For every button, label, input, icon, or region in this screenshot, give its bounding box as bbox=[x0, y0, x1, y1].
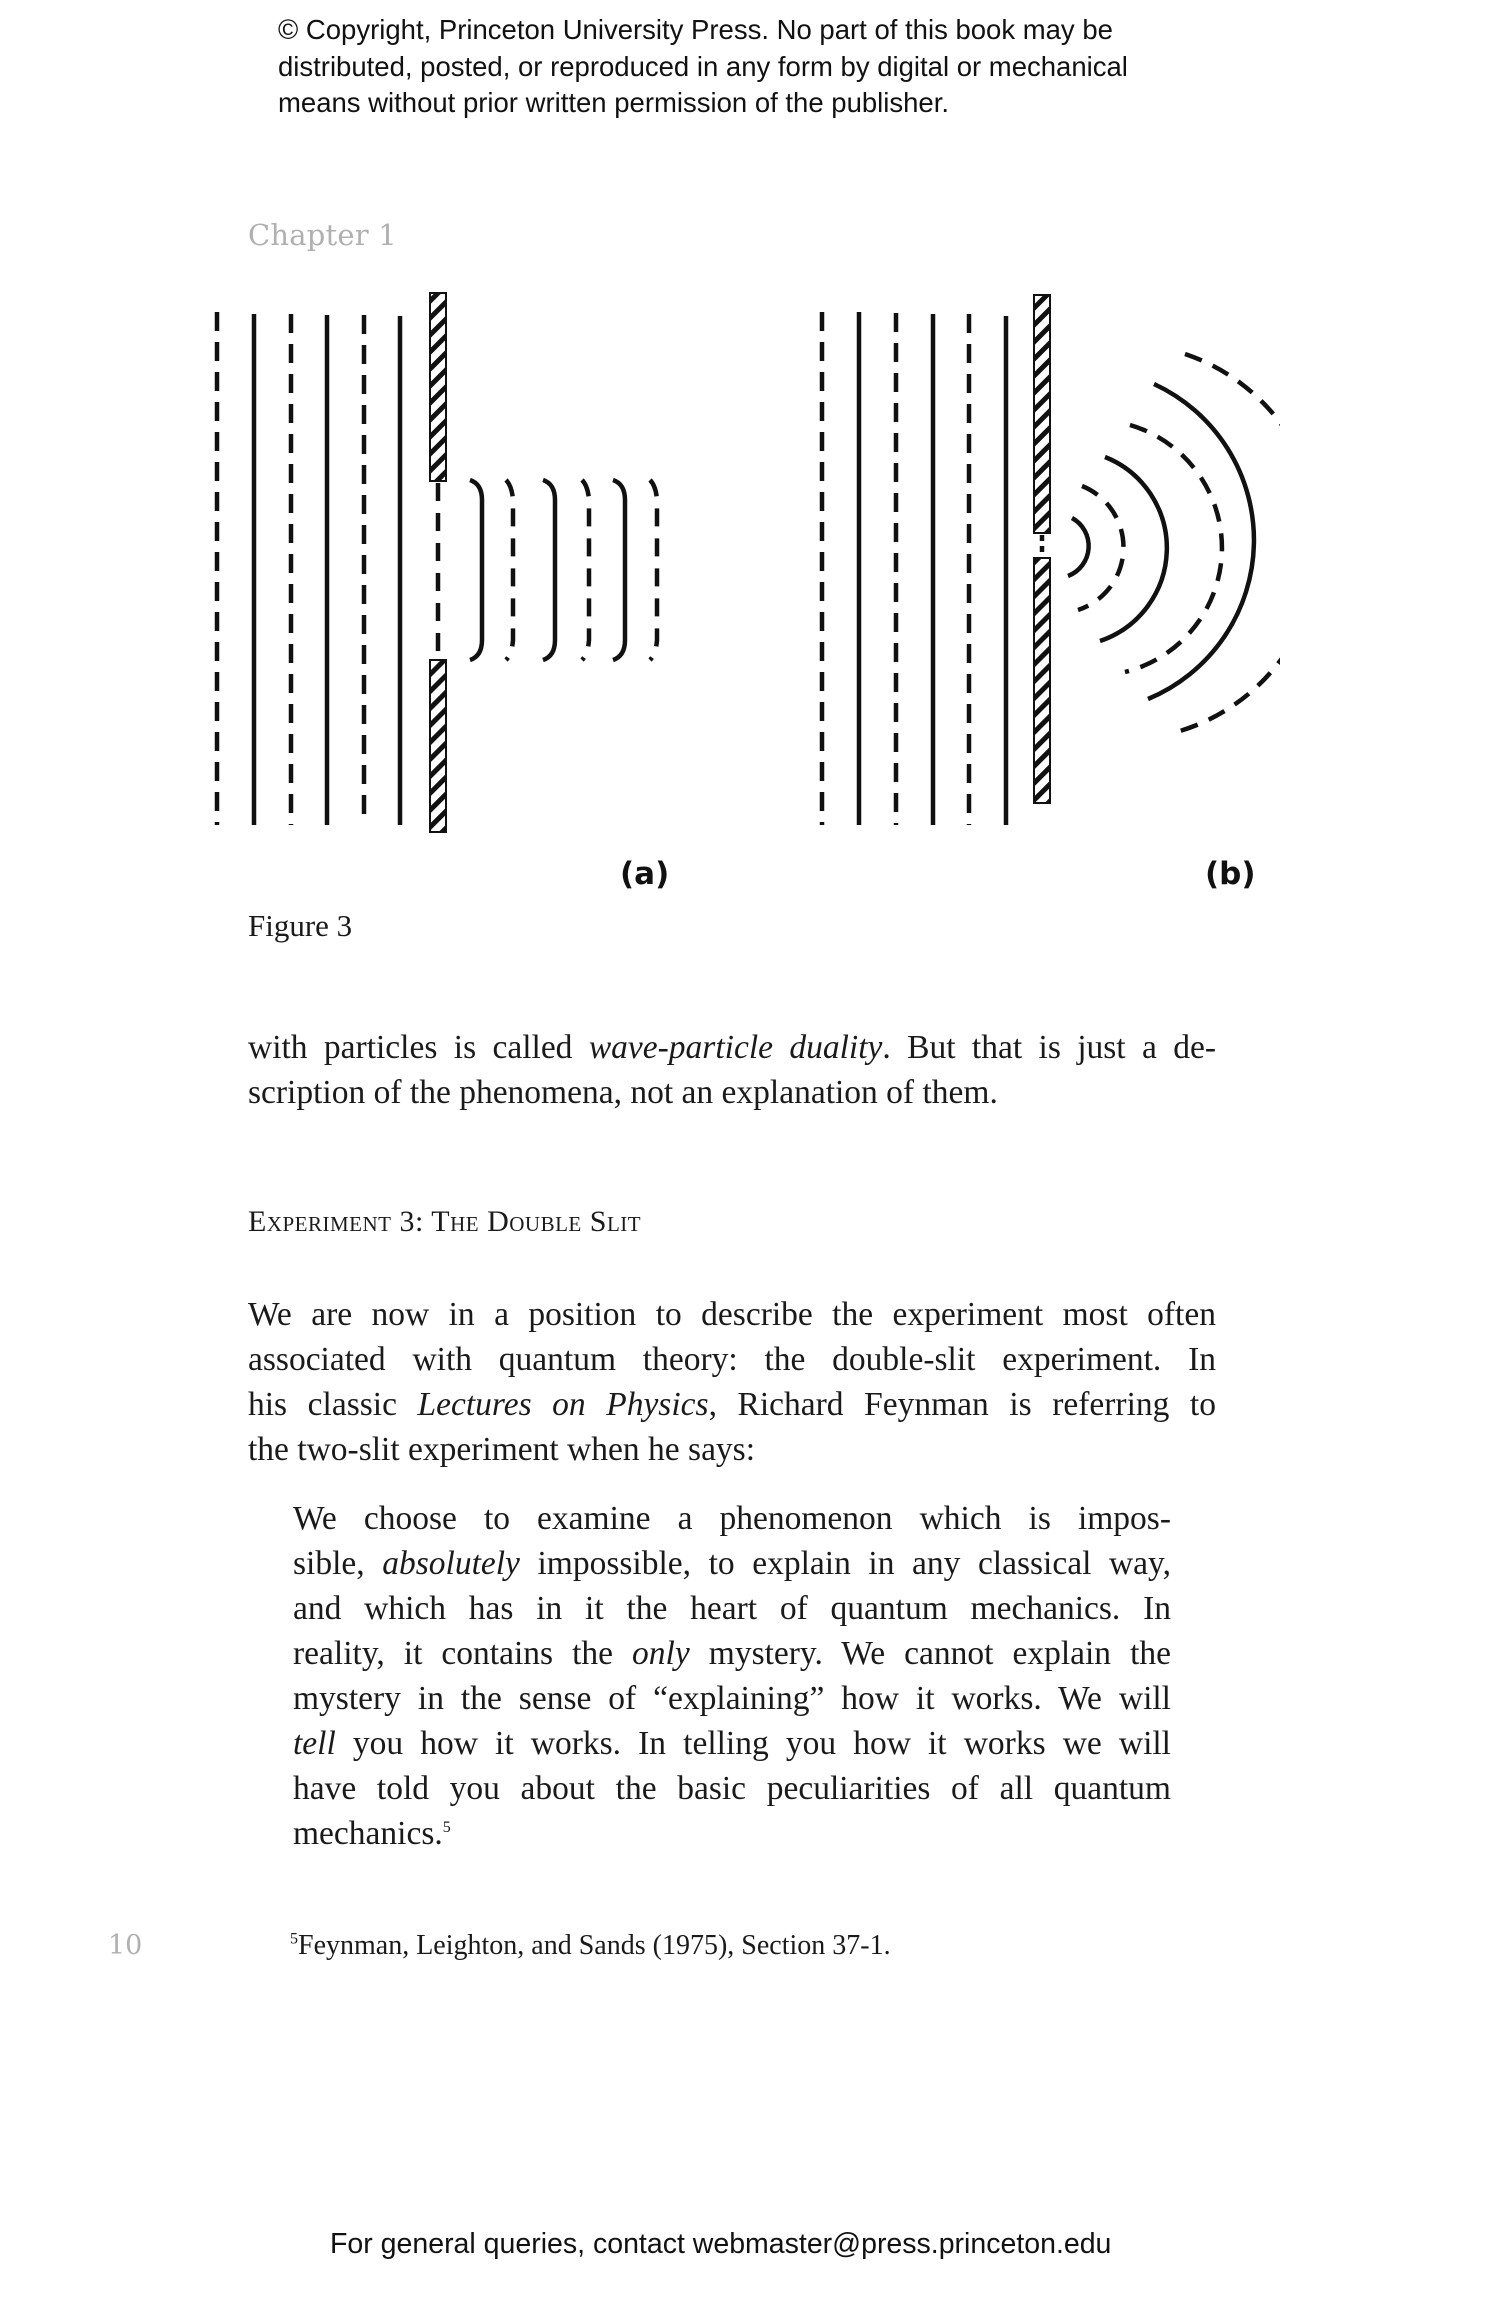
copyright-line: © Copyright, Princeton University Press. No part of this book may be bbox=[278, 14, 1113, 45]
book-title: Lectures on Physics bbox=[417, 1386, 709, 1423]
text-line bbox=[248, 1025, 1216, 1070]
text-line: We are now in a position to describe the experiment most often bbox=[248, 1296, 1216, 1333]
footnote-text: Feynman, Leighton, and Sands (1975), Section 37-1. bbox=[298, 1930, 891, 1961]
text-line: scription of the phenomena, not an explanation of them. bbox=[248, 1074, 998, 1111]
italic-term: wave-particle duality bbox=[588, 1029, 883, 1066]
text-run: with particles is called bbox=[248, 1029, 589, 1066]
quote-line: and which has in it the heart of quantum mechanics. In bbox=[293, 1590, 1171, 1627]
text-run: sible, bbox=[293, 1545, 383, 1582]
panel-a-label: (a) bbox=[620, 856, 670, 890]
italic-term: tell bbox=[293, 1725, 336, 1762]
text-run: mechanics. bbox=[293, 1815, 443, 1852]
copyright-line: means without prior written permission of the publisher. bbox=[278, 87, 950, 118]
text-run: reality, it contains the bbox=[293, 1635, 633, 1672]
copyright-line: distributed, posted, or reproduced in any form by digital or mechanical bbox=[278, 50, 1128, 82]
figure-3-diffraction-diagram bbox=[200, 290, 1280, 890]
text-run: mystery. We cannot explain the bbox=[689, 1635, 1171, 1672]
paragraph bbox=[248, 1292, 1216, 1472]
italic-term: absolutely bbox=[382, 1545, 520, 1582]
footer-contact: For general queries, contact webmaster@press.princeton.edu bbox=[330, 2228, 1112, 2260]
text-line bbox=[248, 1382, 1216, 1427]
figure-caption: Figure 3 bbox=[248, 908, 353, 943]
running-head: Chapter 1 bbox=[248, 218, 397, 252]
quote-line: mystery in the sense of “explaining” how it works. We will bbox=[293, 1680, 1171, 1717]
footnote-marker: 5 bbox=[290, 1930, 298, 1948]
text-run: . But that is just a de- bbox=[882, 1029, 1216, 1066]
text-run: impossible, to explain in any classical way, bbox=[519, 1545, 1171, 1582]
italic-term: only bbox=[632, 1635, 690, 1672]
panel-b-drawing bbox=[822, 295, 1280, 825]
text-line: associated with quantum theory: the double-slit experiment. In bbox=[248, 1341, 1216, 1378]
wave-diffraction-illustration bbox=[200, 290, 1280, 890]
paragraph bbox=[248, 1025, 1216, 1115]
text-run: , Richard Feynman is referring to bbox=[708, 1386, 1216, 1423]
quote-line bbox=[293, 1811, 1171, 1856]
quote-line bbox=[293, 1631, 1171, 1676]
text-run: you how it works. In telling you how it works we will bbox=[335, 1725, 1171, 1762]
panel-a-drawing bbox=[217, 293, 657, 832]
footnote-reference[interactable]: 5 bbox=[442, 1818, 451, 1836]
section-heading: Experiment 3: The Double Slit bbox=[248, 1205, 642, 1238]
blockquote bbox=[293, 1496, 1171, 1856]
footnote bbox=[290, 1930, 891, 1962]
quote-line: have told you about the basic peculiarities of all quantum bbox=[293, 1770, 1171, 1807]
page-number: 10 bbox=[108, 1930, 143, 1961]
copyright-notice bbox=[278, 12, 1238, 122]
quote-line: We choose to examine a phenomenon which is impos- bbox=[293, 1500, 1171, 1537]
quote-line bbox=[293, 1541, 1171, 1586]
panel-b-label: (b) bbox=[1205, 856, 1256, 890]
text-line: the two-slit experiment when he says: bbox=[248, 1431, 756, 1468]
text-run: his classic bbox=[248, 1386, 418, 1423]
quote-line bbox=[293, 1721, 1171, 1766]
